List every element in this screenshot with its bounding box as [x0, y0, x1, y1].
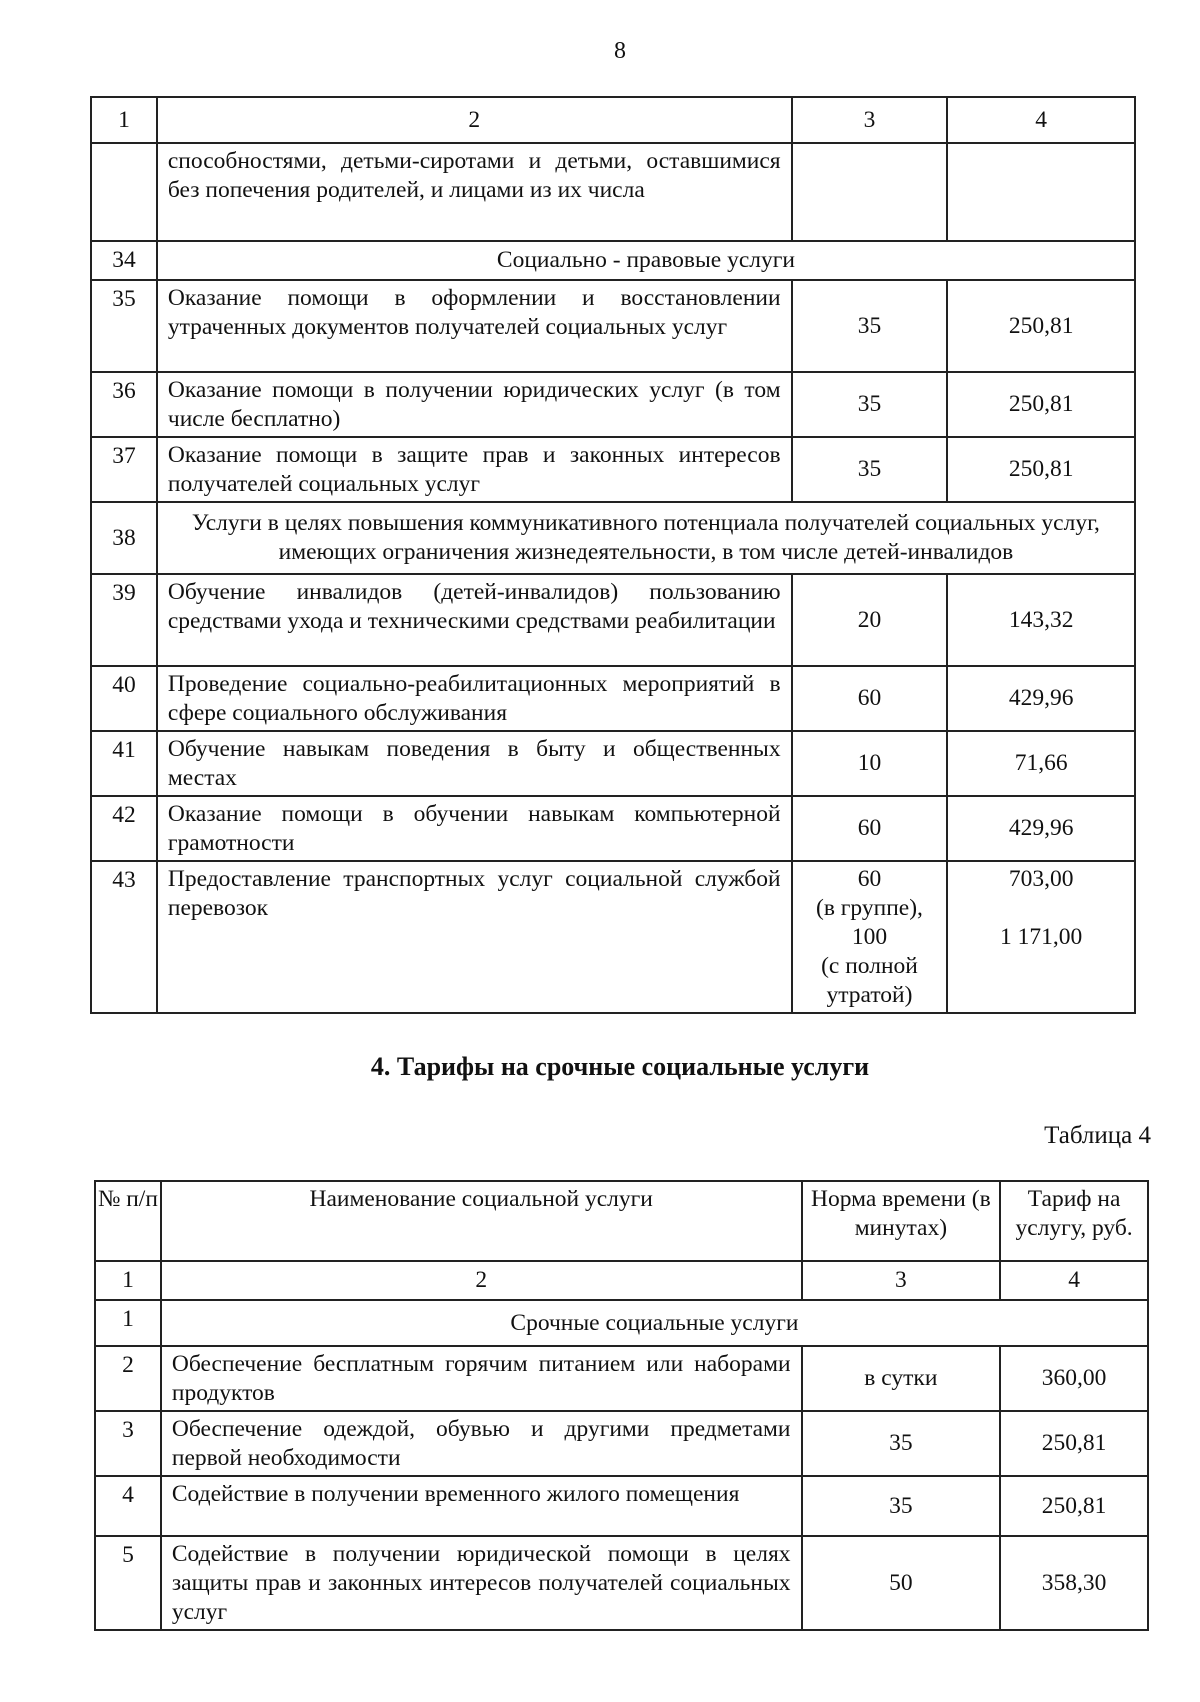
table-row: [95, 1536, 1148, 1630]
column-number-3: 3: [792, 97, 948, 143]
row-number: 3: [95, 1411, 161, 1476]
column-numbers-row: [95, 1261, 1148, 1300]
row-number: 5: [95, 1536, 161, 1630]
tariff-table-continuation: [90, 96, 1136, 1014]
service-name: Содействие в получении юридической помощи в целях защиты прав и законных интересов получателей социальных услуг: [161, 1536, 802, 1630]
row-number: 2: [95, 1346, 161, 1411]
time-norm: 35: [792, 280, 948, 372]
empty-cell: [91, 143, 157, 241]
time-norm: 60: [792, 796, 948, 861]
time-norm-line: 60: [857, 866, 882, 892]
service-name: Оказание помощи в оформлении и восстановлении утраченных документов получателей социальных услуг: [157, 280, 792, 372]
table-header-row: [91, 97, 1135, 143]
table-header-row: [95, 1181, 1148, 1261]
row-number: 36: [91, 372, 157, 437]
column-number-1: 1: [91, 97, 157, 143]
row-number: 39: [91, 574, 157, 666]
table-row: [91, 796, 1135, 861]
table-row: [95, 1411, 1148, 1476]
tariff-value: 429,96: [947, 796, 1135, 861]
time-norm: [792, 861, 948, 1013]
service-name: Проведение социально-реабилитационных мероприятий в сфере социального обслуживания: [157, 666, 792, 731]
time-norm-line: утратой): [826, 982, 913, 1008]
section-title: Услуги в целях повышения коммуникативного потенциала получателей социальных услуг, имеющих ограничения жизнедеятельности, в том числе детей-инвалидов: [157, 502, 1135, 574]
time-norm: 60: [792, 666, 948, 731]
page-number: 8: [614, 38, 626, 64]
row-number: 40: [91, 666, 157, 731]
tariff-value: 429,96: [947, 666, 1135, 731]
table-row: [95, 1346, 1148, 1411]
table-row: [91, 861, 1135, 1013]
time-norm: 35: [802, 1411, 1001, 1476]
table-row: [91, 143, 1135, 241]
service-name: Обучение навыкам поведения в быту и общественных местах: [157, 731, 792, 796]
time-norm-line: 100: [851, 924, 888, 950]
time-norm: 20: [792, 574, 948, 666]
row-number: 37: [91, 437, 157, 502]
section-number: 38: [91, 502, 157, 574]
tariff-value: 250,81: [947, 437, 1135, 502]
service-name: Оказание помощи в защите прав и законных интересов получателей социальных услуг: [157, 437, 792, 502]
row-number: 43: [91, 861, 157, 1013]
time-norm: 35: [792, 437, 948, 502]
section-number: 34: [91, 241, 157, 280]
section-title: Срочные социальные услуги: [161, 1300, 1148, 1346]
tariff-value: 250,81: [1000, 1476, 1148, 1536]
section-row: [95, 1300, 1148, 1346]
tariff-value: 71,66: [947, 731, 1135, 796]
tariff-line: 703,00: [1008, 866, 1074, 892]
service-name: Оказание помощи в обучении навыкам компьютерной грамотности: [157, 796, 792, 861]
tariff-spacer: [948, 894, 1134, 923]
continuation-text: способностями, детьми-сиротами и детьми, оставшимися без попечения родителей, и лицами из их числа: [157, 143, 792, 241]
service-name: Оказание помощи в получении юридических услуг (в том числе бесплатно): [157, 372, 792, 437]
service-name: Обеспечение одеждой, обувью и другими предметами первой необходимости: [161, 1411, 802, 1476]
time-norm-line: (в группе),: [816, 895, 923, 921]
tariff-value: 250,81: [1000, 1411, 1148, 1476]
section-title: Социально - правовые услуги: [157, 241, 1135, 280]
empty-cell: [792, 143, 948, 241]
tariff-value: [947, 861, 1135, 1013]
table-row: [95, 1476, 1148, 1536]
tariff-value: 360,00: [1000, 1346, 1148, 1411]
time-norm: 50: [802, 1536, 1001, 1630]
tariff-value: 143,32: [947, 574, 1135, 666]
table-row: [91, 372, 1135, 437]
column-number-1: 1: [95, 1261, 161, 1300]
table-row: [91, 437, 1135, 502]
row-number: 41: [91, 731, 157, 796]
service-name: Предоставление транспортных услуг социальной службой перевозок: [157, 861, 792, 1013]
empty-cell: [947, 143, 1135, 241]
table-caption: Таблица 4: [1044, 1122, 1151, 1149]
section-row: [91, 502, 1135, 574]
table-row: [91, 666, 1135, 731]
row-number: 42: [91, 796, 157, 861]
column-number-4: 4: [947, 97, 1135, 143]
column-number-4: 4: [1000, 1261, 1148, 1300]
column-number-3: 3: [802, 1261, 1001, 1300]
service-name: Обучение инвалидов (детей-инвалидов) пользованию средствами ухода и техническими средствами реабилитации: [157, 574, 792, 666]
service-name: Обеспечение бесплатным горячим питанием или наборами продуктов: [161, 1346, 802, 1411]
section-number: 1: [95, 1300, 161, 1346]
column-header-name: Наименование социальной услуги: [161, 1181, 802, 1261]
time-norm-line: (с полной: [821, 953, 918, 979]
row-number: 35: [91, 280, 157, 372]
section-heading: 4. Тарифы на срочные социальные услуги: [370, 1052, 870, 1081]
column-number-2: 2: [161, 1261, 802, 1300]
time-norm: в сутки: [802, 1346, 1001, 1411]
column-header-tariff: Тариф на услугу, руб.: [1000, 1181, 1148, 1261]
time-norm: 10: [792, 731, 948, 796]
column-header-time: Норма времени (в минутах): [802, 1181, 1001, 1261]
tariff-value: 358,30: [1000, 1536, 1148, 1630]
tariff-value: 250,81: [947, 280, 1135, 372]
tariff-value: 250,81: [947, 372, 1135, 437]
column-header-number: № п/п: [95, 1181, 161, 1261]
service-name: Содействие в получении временного жилого помещения: [161, 1476, 802, 1536]
table-row: [91, 731, 1135, 796]
section-row: [91, 241, 1135, 280]
table-row: [91, 574, 1135, 666]
tariff-line: 1 171,00: [1000, 924, 1083, 950]
table-row: [91, 280, 1135, 372]
time-norm: 35: [802, 1476, 1001, 1536]
urgent-services-table: [94, 1180, 1149, 1631]
time-norm: 35: [792, 372, 948, 437]
row-number: 4: [95, 1476, 161, 1536]
column-number-2: 2: [157, 97, 792, 143]
